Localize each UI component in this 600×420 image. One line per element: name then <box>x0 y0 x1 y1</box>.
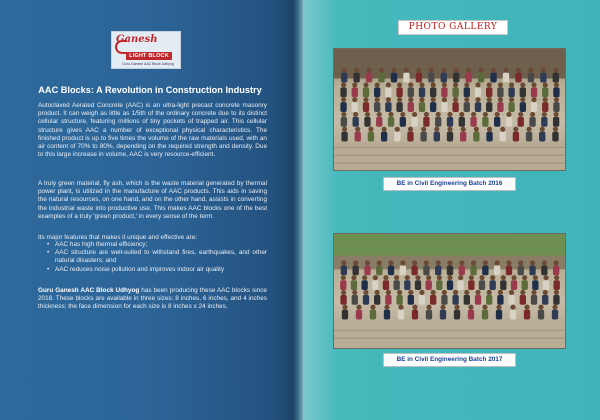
features-intro: Its major features that makes it unique and effective are: <box>38 234 198 241</box>
photo-caption-2017: BE in Civil Engineering Batch 2017 <box>383 353 516 367</box>
paragraph-intro: Autoclaved Aerated Concrete (AAC) is an ultra-light precast concrete masonry product. It can weigh as little as 1/5th of the ordinary concrete due to its distinct cellular structure, featuring millions of tiny pockets of trapped air. This cellular structure gives AAC a number of exceptional physical characteristics. The finished product is up to five times the volume of the raw materials used, with an air content of 70% to 80%, depending on the required strength and density. Due to this large increase in volume, AAC is very resource-efficient. <box>38 102 267 159</box>
article-heading: AAC Blocks: A Revolution in Construction Industry <box>38 85 262 95</box>
photo-caption-2016: BE in Civil Engineering Batch 2016 <box>383 177 516 191</box>
feature-item: • AAC reduces noise pollution and improves indoor air quality <box>47 266 267 274</box>
group-photo-2016 <box>333 48 566 171</box>
company-name: Guru Ganesh AAC Block Udhyog <box>38 287 140 294</box>
group-photo-2017-image <box>334 234 565 348</box>
gallery-title: PHOTO GALLERY <box>398 20 508 35</box>
group-photo-2016-image <box>334 49 565 170</box>
company-logo <box>111 31 181 69</box>
paragraph-company-text: has been producing these AAC blocks since 2018. These blocks are available in three sizes: 8 inches, 6 inches, and 4 inches thickness; the face dimension for each size is 8 inches x 24 inches. <box>38 287 267 311</box>
feature-item: • AAC has high thermal efficiency; <box>47 241 267 249</box>
features-list <box>38 241 267 274</box>
logo-tagline: Guru Ganesh AAC Block Udhyog <box>122 62 174 66</box>
feature-item: • AAC structure are well-suited to withstand fires, earthquakes, and other natural disasters; and <box>47 249 267 265</box>
paragraph-green: A truly green material, fly ash, which is the waste material generated by thermal power plant, is utilized in the manufacture of AAC products. This aids in saving the natural resources, on one hand, and on the other hand, assists in converting the industrial waste into productive use. This makes AAC blocks one of the best examples of a truly 'green product,' in every sense of the term. <box>38 180 267 220</box>
paragraph-company <box>38 287 267 312</box>
left-page <box>0 0 297 420</box>
group-photo-2017 <box>333 233 566 349</box>
logo-bar: LIGHT BLOCK <box>126 52 172 60</box>
logo-name: Ganesh <box>116 34 158 45</box>
